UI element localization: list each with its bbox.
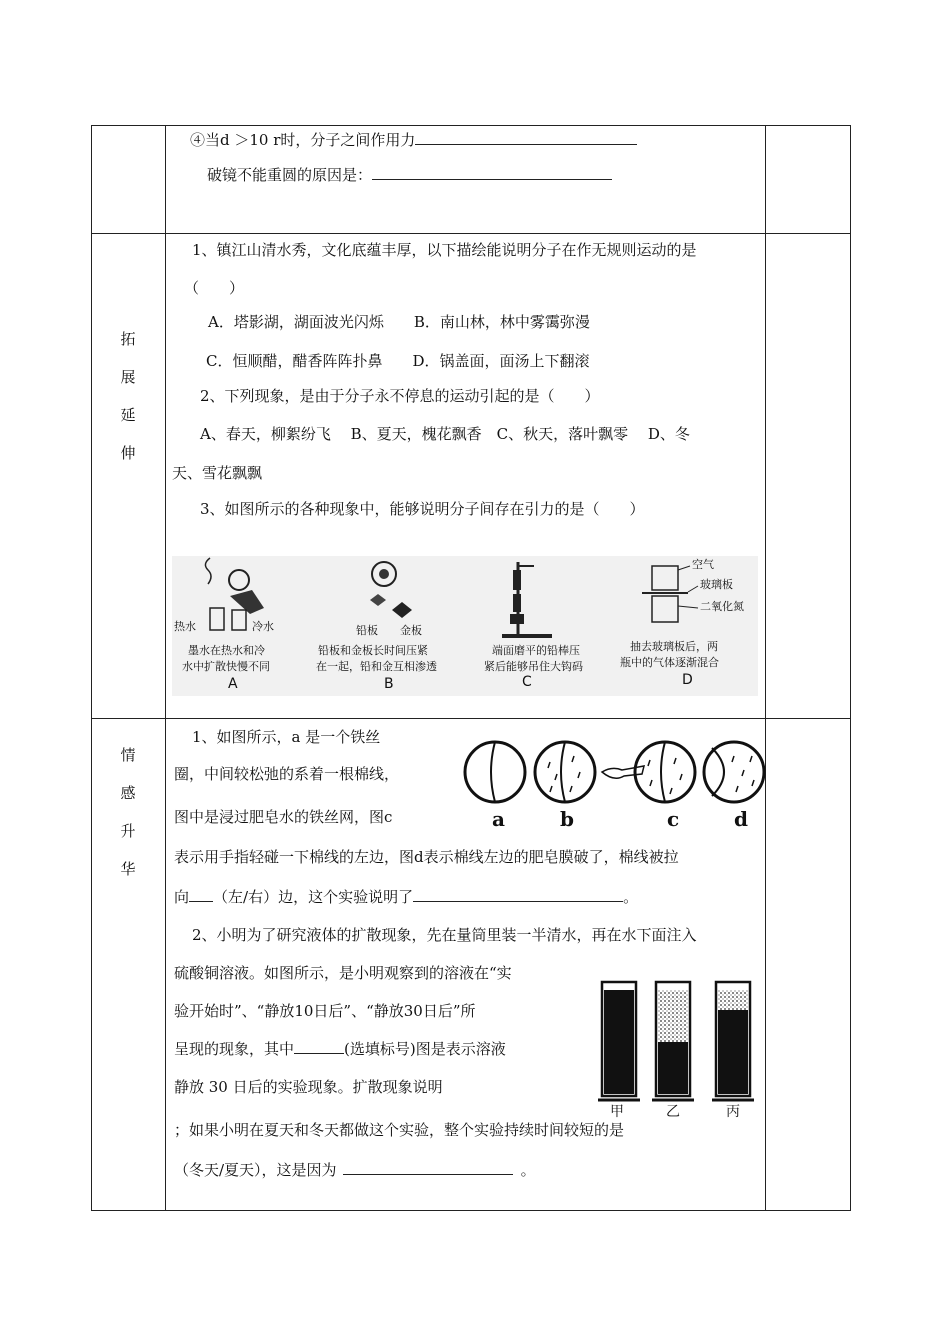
q1-line2: （ ） <box>184 279 245 297</box>
answer-blank <box>189 887 213 902</box>
label-hot-water: 热水 <box>174 620 196 633</box>
row-divider-2 <box>92 718 850 719</box>
row1-line1-text: ④当d ＞10 r时，分子之间作用力 <box>190 131 416 149</box>
column-divider-left <box>165 126 166 1210</box>
ring-label-b: b <box>560 807 574 831</box>
letter-b: B <box>384 676 394 692</box>
r3-q2-line4b: (选填标号)图是表示溶液 <box>344 1040 506 1058</box>
side-char: 伸 <box>120 444 136 462</box>
ring-label-a: a <box>492 807 505 831</box>
answer-blank <box>413 887 623 902</box>
q1-line1: 1、镇江山清水秀，文化底蕴丰厚，以下描绘能说明分子在作无规则运动的是 <box>192 241 697 259</box>
caption-c-2: 紧后能够吊住大钩码 <box>484 660 583 673</box>
q2-line3: 天、雪花飘飘 <box>172 464 263 482</box>
r3-q1-line5 <box>174 887 638 907</box>
q3-figure <box>172 556 758 696</box>
caption-b-2: 在一起，铅和金互相渗透 <box>316 660 437 673</box>
side-char: 感 <box>120 784 136 802</box>
letter-c: C <box>522 674 532 690</box>
caption-a-1: 墨水在热水和冷 <box>188 644 265 657</box>
side-char: 升 <box>120 822 136 840</box>
r3-q2-line6: ；如果小明在夏天和冬天都做这个实验，整个实验持续时间较短的是 <box>174 1121 625 1139</box>
r3-q2-line7b: 。 <box>520 1161 536 1179</box>
answer-blank <box>343 1160 513 1175</box>
caption-c-1: 端面磨平的铅棒压 <box>492 644 580 657</box>
label-cold-water: 冷水 <box>252 620 274 633</box>
caption-a-2: 水中扩散快慢不同 <box>182 660 270 673</box>
q2-line1: 2、下列现象，是由于分子永不停息的运动引起的是（ ） <box>200 387 600 405</box>
cylinder-figure <box>592 976 770 1126</box>
ring-label-c: c <box>667 807 680 831</box>
letter-a: A <box>228 676 238 692</box>
side-char: 拓 <box>120 330 136 348</box>
cylinder-label-bing: 丙 <box>726 1104 740 1120</box>
q1-options-ab: A．塔影湖，湖面波光闪烁 B．南山林，林中雾霭弥漫 <box>208 313 590 331</box>
r3-q1-line2: 圈，中间较松弛的系着一根棉线， <box>174 765 400 783</box>
q1-options-cd: C．恒顺醋，醋香阵阵扑鼻 D．锅盖面，面汤上下翻滚 <box>206 352 590 370</box>
row-divider-1 <box>92 233 850 234</box>
side-char: 华 <box>120 860 136 878</box>
label-lead-plate: 铅板 <box>356 624 378 637</box>
q3-line1: 3、如图所示的各种现象中，能够说明分子间存在引力的是（ ） <box>200 500 645 518</box>
r3-q1-line1: 1、如图所示，a 是一个铁丝 <box>192 728 381 746</box>
r3-q1-line5c: 。 <box>623 888 639 906</box>
answer-blank <box>372 165 612 180</box>
r3-q2-line4a: 呈现的现象，其中 <box>174 1040 295 1058</box>
side-label-emotion <box>117 736 139 888</box>
row1-line1 <box>190 130 637 150</box>
q2-line2: A、春天，柳絮纷飞 B、夏天，槐花飘香 C、秋天，落叶飘零 D、冬 <box>200 425 690 443</box>
r3-q2-line2: 硫酸铜溶液。如图所示，是小明观察到的溶液在“实 <box>174 964 512 982</box>
row1-line2-text: 破镜不能重圆的原因是： <box>207 166 373 184</box>
label-glass-plate: 玻璃板 <box>700 578 733 591</box>
caption-b-1: 铅板和金板长时间压紧 <box>318 644 428 657</box>
cylinder-drawing <box>592 976 770 1106</box>
r3-q1-line5a: 向 <box>174 888 190 906</box>
label-air: 空气 <box>692 558 714 571</box>
label-no2: 二氧化氮 <box>700 600 744 613</box>
ring-drawing <box>462 734 768 834</box>
cylinder-label-yi: 乙 <box>666 1104 680 1120</box>
r3-q1-line3: 图中是浸过肥皂水的铁丝网，图c <box>174 808 393 826</box>
ring-label-d: d <box>734 807 748 831</box>
answer-blank <box>294 1039 344 1054</box>
row1-line2 <box>207 165 612 185</box>
r3-q2-line7 <box>174 1160 536 1180</box>
r3-q2-line7a: （冬天/夏天），这是因为 <box>174 1161 337 1179</box>
r3-q2-line1: 2、小明为了研究液体的扩散现象，先在量筒里装一半清水，再在水下面注入 <box>192 926 697 944</box>
side-label-extension <box>117 320 139 472</box>
answer-blank <box>415 130 637 145</box>
ring-figure <box>462 734 768 834</box>
side-char: 延 <box>120 406 136 424</box>
r3-q1-line5b: （左/右）边，这个实验说明了 <box>213 888 414 906</box>
r3-q2-line5: 静放 30 日后的实验现象。扩散现象说明 <box>174 1078 443 1096</box>
label-gold-plate: 金板 <box>400 624 422 637</box>
side-char: 展 <box>120 368 136 386</box>
r3-q1-line4: 表示用手指轻碰一下棉线的左边，图d表示棉线左边的肥皂膜破了，棉线被拉 <box>174 848 679 866</box>
caption-d-2: 瓶中的气体逐渐混合 <box>620 656 719 669</box>
r3-q2-line3: 验开始时”、“静放10日后”、“静放30日后”所 <box>174 1002 476 1020</box>
r3-q2-line4 <box>174 1039 506 1059</box>
caption-d-1: 抽去玻璃板后，两 <box>630 640 718 653</box>
letter-d: D <box>682 672 693 688</box>
cylinder-label-jia: 甲 <box>610 1104 624 1120</box>
side-char: 情 <box>120 746 136 764</box>
